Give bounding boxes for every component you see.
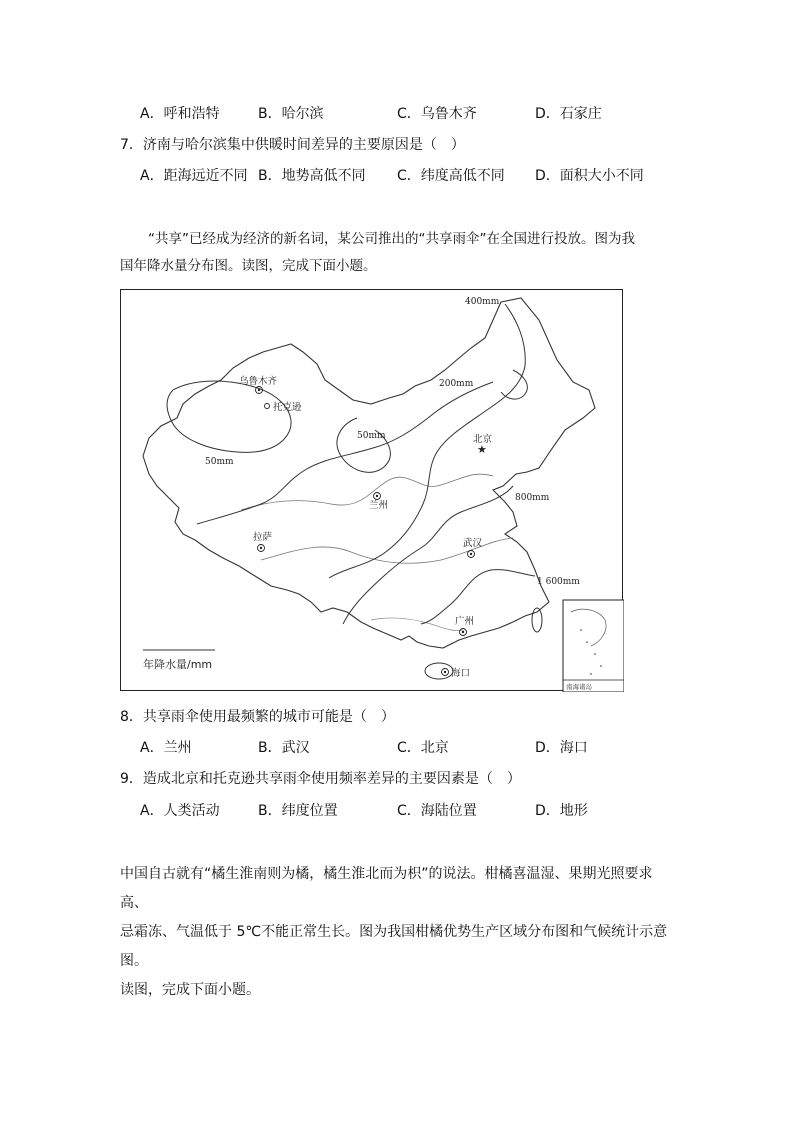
passage-shared-umbrella: [120, 226, 680, 280]
q8-option-d[interactable]: D．海口: [535, 740, 588, 756]
city-label-wuhan: 武汉: [463, 538, 483, 549]
south-china-sea-inset: [563, 600, 624, 692]
isoline-1600mm: [421, 570, 535, 624]
isoline-northeast: [501, 370, 527, 399]
city-beijing: [473, 433, 493, 456]
q6-option-c[interactable]: C．乌鲁木齐: [397, 106, 477, 122]
q8-option-c[interactable]: C．北京: [397, 740, 449, 756]
q9-option-a[interactable]: A．人类活动: [140, 803, 220, 819]
inset-label: 南海诸岛: [566, 683, 592, 691]
q7-option-a[interactable]: A．距海远近不同: [140, 168, 248, 184]
isoline-label-50mm-b: 50mm: [205, 457, 234, 467]
q9-option-b[interactable]: B．纬度位置: [258, 803, 338, 819]
city-label-lanzhou: 兰州: [369, 500, 389, 511]
legend-label: 年降水量/mm: [143, 658, 213, 671]
q7-option-d[interactable]: D．面积大小不同: [535, 168, 644, 184]
q7-option-c[interactable]: C．纬度高低不同: [397, 168, 505, 184]
city-guangzhou: [455, 615, 474, 636]
passage-citrus: [120, 860, 680, 1005]
q6-option-b[interactable]: B．哈尔滨: [258, 106, 324, 122]
china-outline: [143, 298, 595, 648]
pearl-river: [371, 618, 463, 631]
city-lhasa: [253, 531, 273, 552]
q8-option-a[interactable]: A．兰州: [140, 740, 192, 756]
city-toksun: [265, 401, 303, 413]
city-label-lhasa: 拉萨: [253, 532, 273, 543]
q6-option-a[interactable]: A．呼和浩特: [140, 106, 220, 122]
passage1-line1: “共享”已经成为经济的新名词，某公司推出的“共享雨伞”在全国进行投放。图为我: [148, 231, 635, 247]
q9-option-d[interactable]: D．地形: [535, 803, 588, 819]
q9-option-c[interactable]: C．海陆位置: [397, 803, 477, 819]
city-label-beijing: 北京: [473, 434, 493, 445]
passage2-line1: 中国自古就有“橘生淮南则为橘，橘生淮北而为枳”的说法。柑橘喜温湿、果期光照要求高、: [120, 866, 653, 911]
star-icon: ★: [477, 443, 487, 456]
isoline-label-800mm: 800mm: [515, 493, 550, 503]
isoline-400mm: [329, 304, 525, 578]
isoline-50mm-loop: [167, 381, 291, 452]
q6-option-d[interactable]: D．石家庄: [535, 106, 602, 122]
q9-stem: 9．造成北京和托克逊共享雨伞使用频率差异的主要因素是（ ）: [120, 771, 521, 787]
city-lanzhou: [369, 493, 388, 512]
q8-stem: 8．共享雨伞使用最频繁的城市可能是（ ）: [120, 709, 395, 725]
city-urumqi: [239, 375, 278, 394]
isoline-label-200mm: 200mm: [439, 379, 474, 389]
city-label-guangzhou: 广州: [455, 616, 475, 627]
passage2-line2: 忌霜冻、气温低于 5℃不能正常生长。图为我国柑橘优势生产区域分布图和气候统计示意图。: [120, 924, 668, 969]
china-precipitation-map-svg: [121, 290, 624, 692]
isoline-200mm: [197, 382, 493, 524]
passage2-line3: 读图，完成下面小题。: [120, 982, 260, 998]
q7-stem: 7．济南与哈尔滨集中供暖时间差异的主要原因是（ ）: [120, 137, 465, 153]
isoline-label-1600mm: 1 600mm: [537, 577, 580, 587]
city-haikou: [442, 667, 471, 679]
isoline-label-50mm-a: 50mm: [357, 431, 386, 441]
q8-option-b[interactable]: B．武汉: [258, 740, 310, 756]
city-label-toksun: 托克逊: [273, 402, 302, 413]
isoline-label-400mm: 400mm: [465, 297, 500, 307]
city-label-haikou: 海口: [451, 668, 471, 679]
city-wuhan: [463, 537, 483, 558]
city-label-urumqi: 乌鲁木齐: [239, 376, 278, 387]
precipitation-map: [120, 289, 623, 691]
passage1-line2: 国年降水量分布图。读图，完成下面小题。: [120, 258, 377, 274]
q7-option-b[interactable]: B．地势高低不同: [258, 168, 366, 184]
